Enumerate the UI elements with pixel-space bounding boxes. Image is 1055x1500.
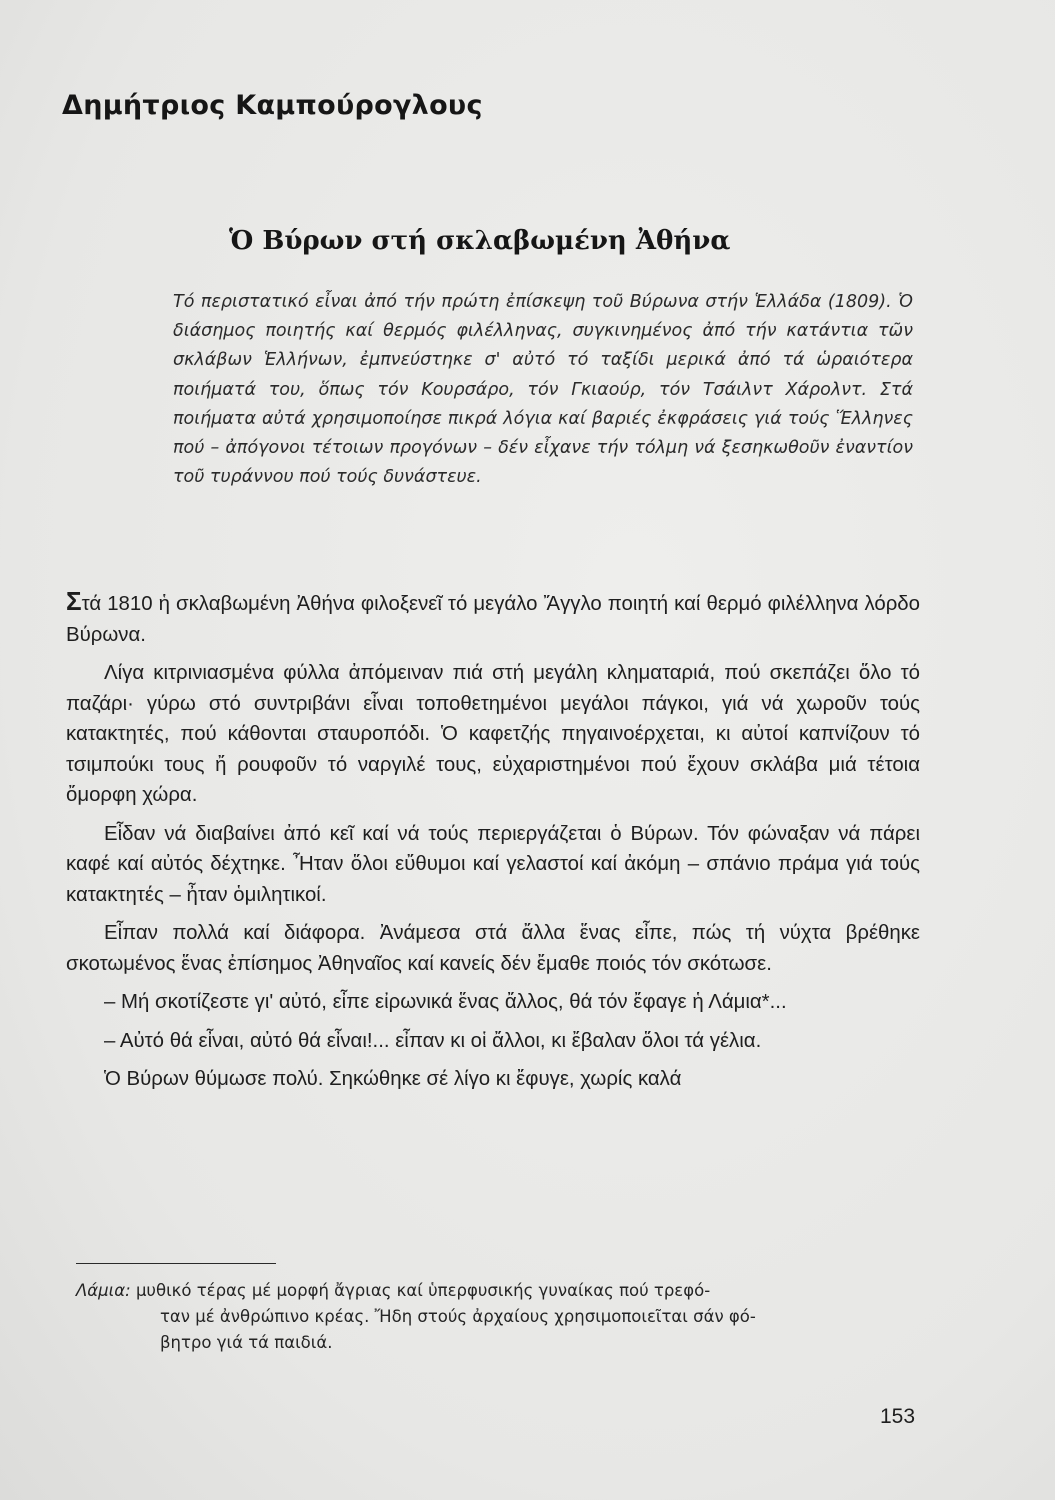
story-body <box>66 586 920 1103</box>
body-paragraph-1-text: τά 1810 ἡ σκλαβωμένη Ἀθήνα φιλοξενεῖ τό μεγάλο Ἄγγλο ποιητή καί θερμό φιλέλληνα λόρδο Βύρωνα. <box>66 593 920 646</box>
page-number: 153 <box>880 1405 916 1428</box>
author-heading: Δημήτριος Καμπούρογλους <box>62 90 483 121</box>
footnote-line-2: ταν μέ ἀνθρώπινο κρέας. Ἤδη στούς ἀρχαίους χρησιμοποιεῖται σάν φό- <box>160 1307 756 1326</box>
story-title: Ὁ Βύρων στή σκλαβωμένη Ἀθήνα <box>229 226 731 256</box>
intro-paragraph: Τό περιστατικό εἶναι ἀπό τήν πρώτη ἐπίσκεψη τοῦ Βύρωνα στήν Ἑλλάδα (1809). Ὁ διάσημος ποιητής καί θερμός φιλέλληνας, συγκινημένος ἀπό τήν κατάντια τῶν σκλάβων Ἑλλήνων, ἐμπνεύστηκε σ' αὐτό τό ταξίδι μερικά ἀπό τά ὡραιότερα ποιήματά του, ὅπως τόν Κουρσάρο, τόν Γκιαούρ, τόν Τσάιλντ Χάρολντ. Στά ποιήματα αὐτά χρησιμοποίησε πικρά λόγια καί βαριές ἐκφράσεις γιά τούς Ἕλληνες πού – ἀπόγονοι τέτοιων προγόνων – δέν εἶχανε τήν τόλμη νά ξεσηκωθοῦν ἐναντίον τοῦ τυράννου πού τούς δυνάστευε. <box>173 292 913 488</box>
body-paragraph-3: Εἶδαν νά διαβαίνει ἀπό κεῖ καί νά τούς περιεργάζεται ὁ Βύρων. Τόν φώναξαν νά πάρει καφέ καί αὐτός δέχτηκε. Ἦταν ὅλοι εὔθυμοι καί γελαστοί καί ἀκόμη – σπάνιο πράμα γιά τούς κατακτητές – ἦταν ὁμιλητικοί. <box>66 822 920 906</box>
body-paragraph-5: Ὁ Βύρων θύμωσε πολύ. Σηκώθηκε σέ λίγο κι ἔφυγε, χωρίς καλά <box>104 1068 682 1090</box>
body-paragraph-2: Λίγα κιτρινιασμένα φύλλα ἀπόμειναν πιά στή μεγάλη κληματαριά, πού σκεπάζει ὅλο τό παζάρι· γύρω στό συντριβάνι εἶναι τοποθετημένοι μεγάλοι πάγκοι, γιά νά χωροῦν τούς κατακτητές, πού κάθονται σταυροπόδι. Ὁ καφετζής πηγαινοέρχεται, κι αὐτοί καπνίζουν τό τσιμπούκι τους ἤ ρουφοῦν τό ναργιλέ τους, εὐχαριστημένοι πού ἔχουν σκλάβα μιά τέτοια ὄμορφη χώρα. <box>66 662 920 806</box>
dialog-line-2: – Αὐτό θά εἶναι, αὐτό θά εἶναι!... εἶπαν κι οἱ ἄλλοι, κι ἔβαλαν ὅλοι τά γέλια. <box>104 1029 762 1052</box>
body-paragraph-4: Εἶπαν πολλά καί διάφορα. Ἀνάμεσα στά ἄλλα ἕνας εἶπε, πώς τή νύχτα βρέθηκε σκοτωμένος ἕνας ἐπίσημος Ἀθηναῖος καί κανείς δέν ἔμαθε ποιός τόν σκότωσε. <box>66 922 920 975</box>
footnote-term: Λάμια: <box>76 1281 131 1300</box>
footnote-rule <box>76 1263 276 1264</box>
body-paragraph-1 <box>66 586 920 650</box>
drop-cap: Σ <box>66 586 82 616</box>
dialog-line-1: – Μή σκοτίζεστε γι' αὐτό, εἶπε εἰρωνικά ἕνας ἄλλος, θά τόν ἔφαγε ἡ Λάμια*... <box>104 991 787 1013</box>
footnote-line-3: βητρο γιά τά παιδιά. <box>160 1333 333 1352</box>
footnote <box>76 1278 916 1356</box>
footnote-line-1: μυθικό τέρας μέ μορφή ἄγριας καί ὑπερφυσικής γυναίκας πού τρεφό- <box>135 1281 711 1300</box>
